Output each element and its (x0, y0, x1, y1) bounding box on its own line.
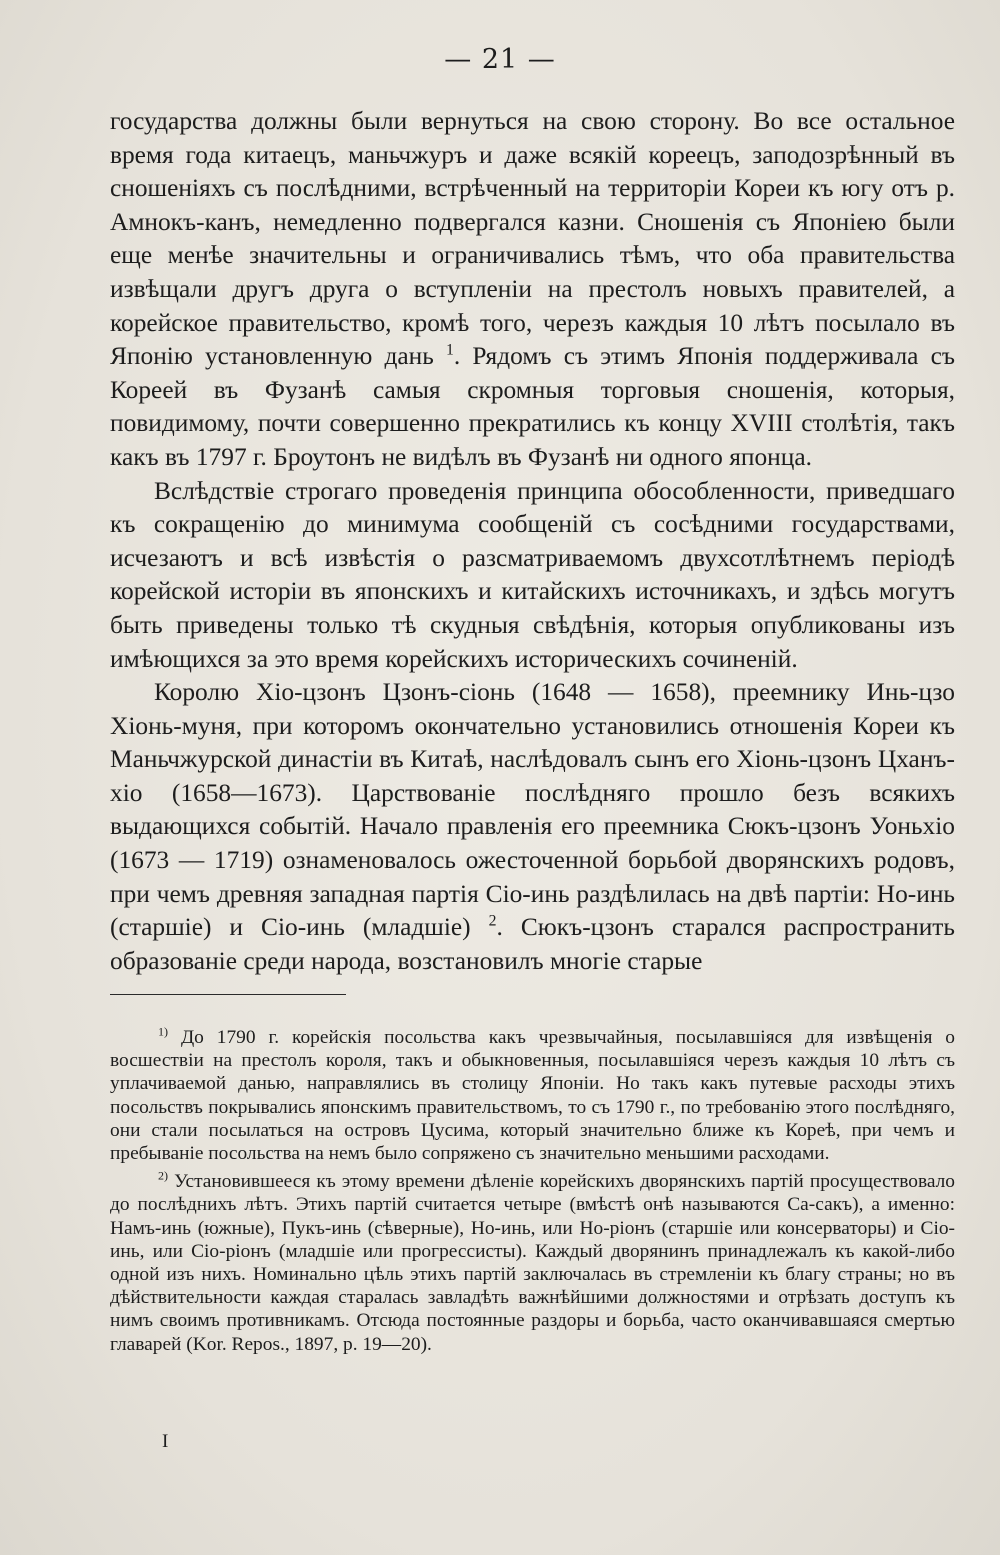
footnote-1-mark: 1) (158, 1024, 169, 1039)
paragraph-3-text: Королю Хіо-цзонъ Цзонъ-сіонь (1648 — 1658), преемнику Инь-цзо Хіонь-муня, при которомъ окончательно установились отношенія Кореи къ Маньчжурской династіи въ Китаѣ, наслѣдовалъ сынъ его Хіонь-цзонъ Цханъ-хіо (1658—1673). Царствованіе послѣдняго прошло безъ всякихъ выдающихся событій. Начало правленія его преемника Сюкъ-цзонъ Уоньхіо (1673 — 1719) ознаменовалось ожесточенной борьбой дворянскихъ родовъ, при чемъ древняя западная партія Сіо-инь раздѣлилась на двѣ партіи: Но-инь (старшіе) и Сіо-инь (младшіе) (110, 678, 955, 942)
page-number: — 21 — (444, 44, 556, 75)
footnote-2 (110, 1170, 955, 1356)
paragraph-3-continuation: . (496, 913, 503, 942)
footnote-2-text: Установившееся къ этому времени дѣленіе корейскихъ дворянскихъ партій просуществовало до послѣднихъ лѣтъ. Этихъ партій считается четыре (вмѣстѣ онѣ называются Са-сакъ), а именно: Намъ-инь (южные), Пукъ-инь (сѣверные), Но-инь, или Но-ріонъ (старшіе или консерваторы) и Сіо-инь, или Сіо-ріонъ (младшіе или прогрессисты). Каждый дворянинъ принадлежалъ къ какой-либо одной изъ нихъ. Номинально цѣль этихъ партій заключалась въ стремленіи къ благу страны; но въ дѣйствительности каждая старалась завладѣть важнѣйшими должностями и отрѣзать доступъ къ нимъ своимъ противникамъ. Отсюда постоянные раздоры и борьба, часто оканчивавшаяся смертью главарей (Kor. Repos., 1897, p. 19—20). (110, 1171, 955, 1355)
footnote-ref-1: 1 (446, 341, 454, 359)
footnotes (110, 1026, 955, 1356)
footnote-divider (110, 994, 346, 995)
paragraph-3-tail: Сюкъ-цзонъ старался распространить образованіе среди народа, возстановилъ многіе старые (110, 913, 955, 975)
footnote-1-text: До 1790 г. корейскія посольства какъ чрезвычайныя, посылавшіяся для извѣщенія о восшествіи на престолъ короля, такъ и обыкновенныя, посылавшіяся черезъ каждыя 10 лѣтъ съ уплачиваемой данью, направлялись въ столицу Японіи. Но такъ какъ путевые расходы этихъ посольствъ покрывались японскимъ правительствомъ, то съ 1790 г., по требованію этого послѣдняго, они стали посылаться на островъ Цусима, который значительно ближе къ Кореѣ, при чемъ и пребываніе посольства на немъ было сопряжено съ значительно меньшими расходами. (110, 1027, 955, 1165)
footnote-2-mark: 2) (158, 1168, 169, 1183)
paragraph-1-continuation: . Рядомъ съ этимъ Японія поддерживала съ Кореей въ Фузанѣ самыя скромныя торговыя сношенія, которыя, повидимому, почти совершенно прекратились къ концу XVIII столѣтія, такъ какъ въ 1797 г. Броутонъ не видѣлъ въ Фузанѣ ни одного японца. (110, 342, 955, 471)
printer-signature-mark: I (162, 1431, 169, 1452)
paragraph-1-text: государства должны были вернуться на свою сторону. Во все остальное время года китаецъ, маньчжуръ и даже всякій кореецъ, заподозрѣнный въ сношеніяхъ съ послѣдними, встрѣченный на территоріи Кореи къ югу отъ р. Амнокъ-канъ, немедленно подвергался казни. Сношенія съ Японіею были еще менѣе значительны и ограничивались тѣмъ, что оба правительства извѣщали другъ друга о вступленіи на престолъ новыхъ правителей, а корейское правительство, кромѣ того, черезъ каждыя 10 лѣтъ посылало въ Японію установленную дань (110, 107, 955, 371)
main-text (110, 105, 955, 978)
paragraph-1 (110, 105, 955, 475)
paragraph-2: Вслѣдствіе строгаго проведенія принципа обособленности, приведшаго къ сокращенію до минимума сообщеній съ сосѣдними государствами, исчезаютъ и всѣ извѣстія о разсматриваемомъ двухсотлѣтнемъ періодѣ корейской исторіи въ японскихъ и китайскихъ источникахъ, и здѣсь могутъ быть приведены только тѣ скудныя свѣдѣнія, которыя опубликованы изъ имѣющихся за это время корейскихъ историческихъ сочиненій. (110, 476, 955, 673)
footnote-1 (110, 1026, 955, 1165)
paragraph-3 (110, 676, 955, 978)
footnote-ref-2: 2 (488, 912, 497, 930)
